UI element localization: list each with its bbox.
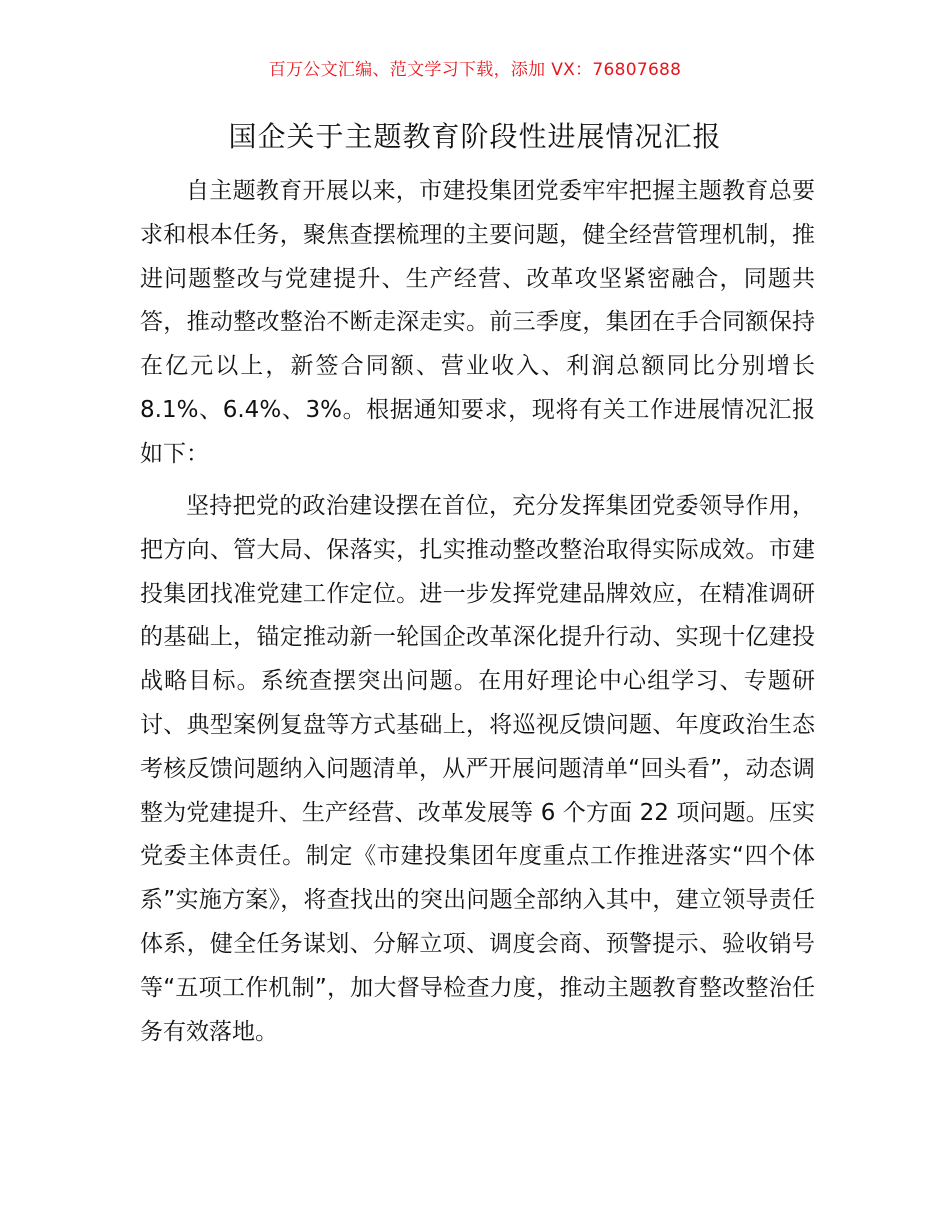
- document-title: 国企关于主题教育阶段性进展情况汇报: [228, 120, 722, 153]
- body-paragraph-1: 自主题教育开展以来，市建投集团党委牢牢把握主题教育总要求和根本任务，聚焦查摆梳理的主要问题，健全经营管理机制，推进问题整改与党建提升、生产经营、改革攻坚紧密融合，同题共答，推动整改整治不断走深走实。前三季度，集团在手合同额保持在亿元以上，新签合同额、营业收入、利润总额同比分别增长 8.1%、6.4%、3%。根据通知要求，现将有关工作进展情况汇报如下：: [140, 178, 815, 467]
- body-paragraph-2: 坚持把党的政治建设摆在首位，充分发挥集团党委领导作用，把方向、管大局、保落实，扎实推动整改整治取得实际成效。市建投集团找准党建工作定位。进一步发挥党建品牌效应，在精准调研的基础上，锚定推动新一轮国企改革深化提升行动、实现十亿建投战略目标。系统查摆突出问题。在用好理论中心组学习、专题研讨、典型案例复盘等方式基础上，将巡视反馈问题、年度政治生态考核反馈问题纳入问题清单，从严开展问题清单“回头看”，动态调整为党建提升、生产经营、改革发展等 6 个方面 22 项问题。压实党委主体责任。制定《市建投集团年度重点工作推进落实“四个体系”实施方案》，将查找出的突出问题全部纳入其中，建立领导责任体系，健全任务谋划、分解立项、调度会商、预警提示、验收销号等“五项工作机制”，加大督导检查力度，推动主题教育整改整治任务有效落地。: [140, 493, 815, 1045]
- header-banner: 百万公文汇编、范文学习下载，添加 VX：76807688: [268, 60, 682, 80]
